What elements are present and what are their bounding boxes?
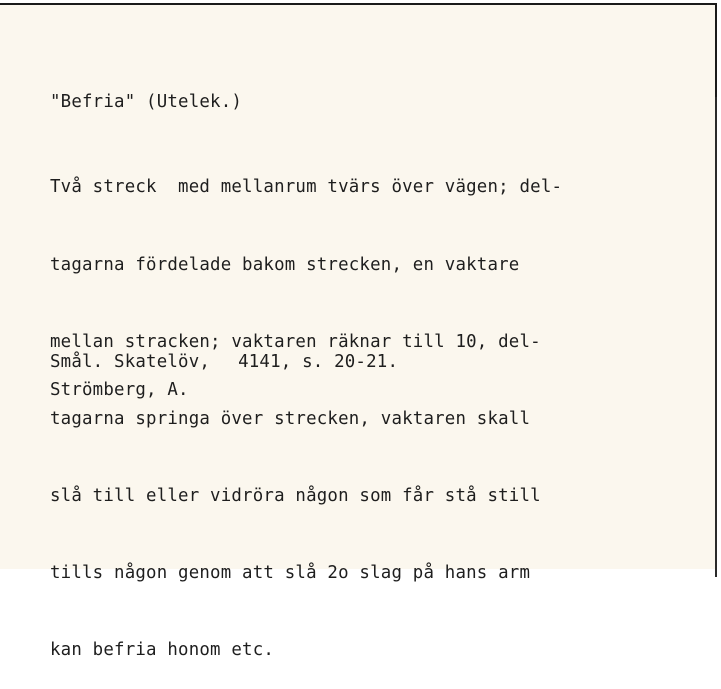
card-body [50, 124, 562, 689]
body-line: Två streck med mellanrum tvärs över vägen; del- [50, 177, 563, 198]
body-line: slå till eller vidröra någon som får stå still [50, 485, 541, 506]
body-line: kan befria honom etc. [50, 640, 275, 661]
body-line: tagarna springa över strecken, vaktaren skall [50, 408, 531, 429]
reference-place-line [50, 352, 398, 372]
card-title: "Befria" (Utelek.) [50, 92, 243, 112]
reference-record: 4141, s. 20-21. [238, 352, 399, 372]
card-edge-shadow [715, 97, 717, 577]
body-line: tills någon genom att slå 2o slag på hans arm [50, 562, 531, 583]
body-line: mellan stracken; vaktaren räknar till 10, del- [50, 331, 541, 352]
reference-place: Smål. Skatelöv, [50, 352, 211, 372]
reference-collector: Strömberg, A. [50, 380, 189, 400]
body-line: tagarna fördelade bakom strecken, en vaktare [50, 254, 520, 275]
